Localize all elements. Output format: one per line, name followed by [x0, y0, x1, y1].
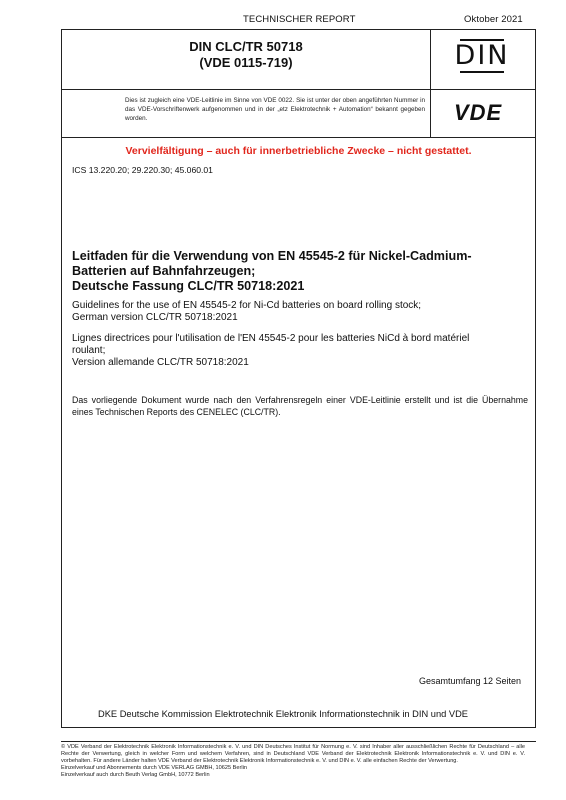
ics-codes: ICS 13.220.20; 29.220.30; 45.060.01	[72, 165, 213, 175]
sales-beuth-verlag: Einzelverkauf auch durch Beuth Verlag GmbH, 10772 Berlin	[61, 771, 210, 778]
english-title-line-1: Guidelines for the use of EN 45545-2 for Ni-Cd batteries on board rolling stock;	[72, 300, 422, 311]
vde-classification: (VDE 0115-719)	[199, 55, 293, 70]
report-date: Oktober 2021	[464, 14, 523, 25]
standard-number: DIN CLC/TR 50718	[189, 39, 303, 54]
document-description: Das vorliegende Dokument wurde nach den Verfahrensregeln einer VDE-Leitlinie erstellt und ist die Übernahme eines Technischen Reports des CENELEC (CLC/TR).	[72, 395, 528, 417]
main-title-line-2: Batterien auf Bahnfahrzeugen;	[72, 264, 256, 278]
copyright-notice: © VDE Verband der Elektrotechnik Elektronik Informationstechnik e. V. und DIN Deutsches Institut für Normung e. V. sind Inhaber aller ausschließlichen Rechte für Deutschland – alle Rechte der Verwertung, gleich in welcher Form und welchem Verfahren, sind in Deutschland VDE Verband der Elektrotechnik Elektronik Informationstechnik e. V. und DIN e. V. vorbehalten. Für andere Länder halten VDE Verband der Elektrotechnik Elektronik Informationstechnik e. V. und DIN e. V. alle einfachen Rechte der Verwertung.	[61, 744, 525, 764]
sales-vde-verlag: Einzelverkauf und Abonnements durch VDE VERLAG GMBH, 10625 Berlin	[61, 764, 247, 771]
main-title-line-1: Leitfaden für die Verwendung von EN 45545-2 für Nickel-Cadmium-	[72, 249, 472, 263]
french-title-line-3: Version allemande CLC/TR 50718:2021	[72, 357, 249, 368]
document-frame	[61, 29, 536, 728]
footer	[61, 744, 525, 779]
vde-row	[62, 89, 535, 138]
footer-divider	[61, 741, 536, 742]
din-logo-bottom-bar	[460, 71, 504, 73]
french-title-line-1: Lignes directrices pour l'utilisation de l'EN 45545-2 pour les batteries NiCd à bord matériel	[72, 333, 470, 344]
standard-number-cell	[62, 30, 431, 89]
total-pages: Gesamtumfang 12 Seiten	[418, 676, 521, 686]
copy-restriction-notice: Vervielfältigung – auch für innerbetriebliche Zwecke – nicht gestattet.	[125, 145, 472, 157]
vde-note-cell	[62, 89, 431, 137]
dke-line: DKE Deutsche Kommission Elektrotechnik Elektronik Informationstechnik in DIN und VDE	[98, 709, 468, 719]
din-logo	[454, 39, 510, 77]
main-title-line-3: Deutsche Fassung CLC/TR 50718:2021	[72, 279, 305, 293]
din-logo-text: DIN	[454, 40, 510, 71]
vde-guideline-note: Dies ist zugleich eine VDE-Leitlinie im Sinne von VDE 0022. Sie ist unter der oben angeführten Nummer in das VDE-Vorschriftenwerk aufgenommen und in der „etz Elektrotechnik + Automation“ bekannt gegeben worden.	[125, 97, 425, 122]
report-type-label: TECHNISCHER REPORT	[243, 14, 356, 25]
vde-logo: VDE	[454, 100, 503, 125]
english-title-line-2: German version CLC/TR 50718:2021	[72, 312, 238, 323]
title-row	[62, 30, 535, 90]
french-title-line-2: roulant;	[72, 345, 106, 356]
